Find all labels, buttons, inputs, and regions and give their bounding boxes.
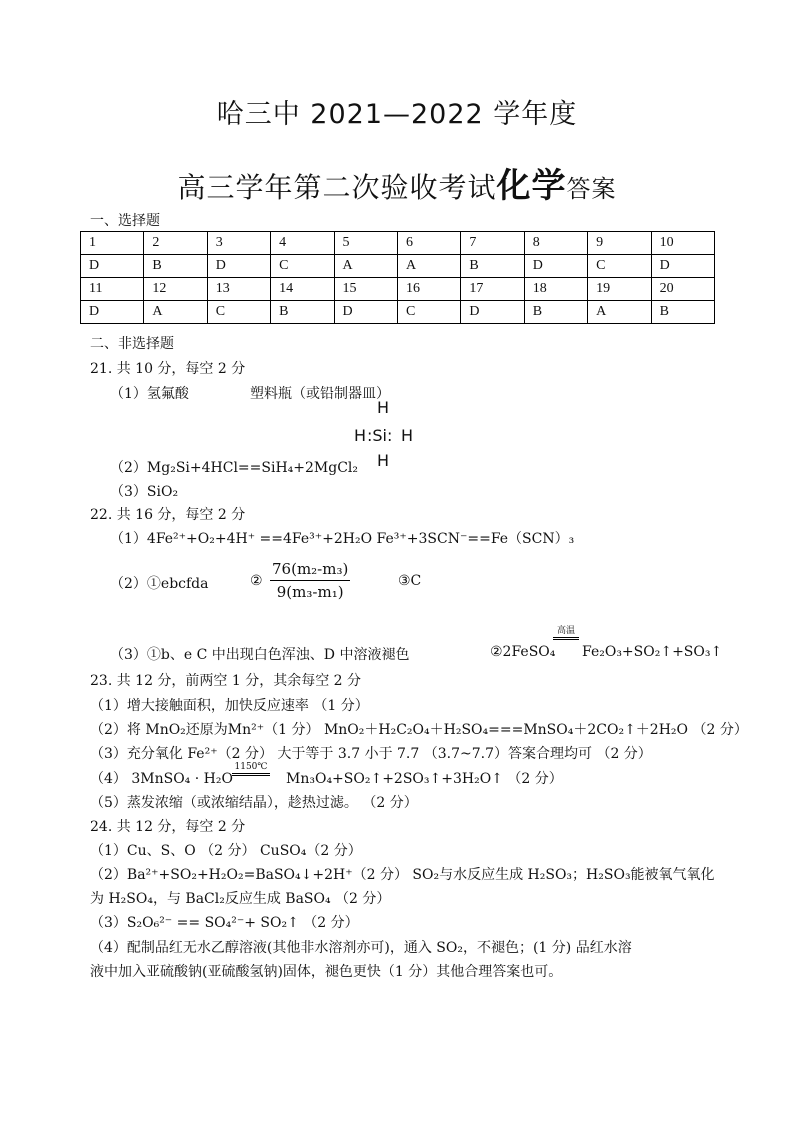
- q24-part2-answer-cont: 为 H₂SO₄，与 BaCl₂反应生成 BaSO₄ （2 分）: [90, 891, 391, 907]
- table-row: [81, 301, 715, 324]
- table-cell: A: [144, 301, 207, 324]
- q22-part2-answer-c: ③C: [398, 573, 422, 589]
- q23-part5-answer: （5）蒸发浓缩（或浓缩结晶），趁热过滤。 （2 分）: [90, 795, 418, 811]
- q24-part1-answer: （1）Cu、S、O （2 分） CuSO₄（2 分）: [90, 843, 362, 859]
- q23-part3-answer: （3）充分氧化 Fe²⁺（2 分） 大于等于 3.7 小于 7.7 （3.7~7.7）答案合理均可 （2 分）: [90, 746, 652, 762]
- table-row: [81, 255, 715, 278]
- table-cell: A: [588, 301, 651, 324]
- q23-part2-answer: （2）将 MnO₂还原为Mn²⁺（1 分） MnO₂＋H₂C₂O₄＋H₂SO₄===MnSO₄＋2CO₂↑＋2H₂O （2 分）: [90, 722, 748, 738]
- table-cell: 8: [524, 232, 587, 255]
- table-cell: 13: [207, 278, 270, 301]
- section-1-heading: 一、选择题: [90, 213, 160, 229]
- table-cell: 19: [588, 278, 651, 301]
- table-cell: 3: [207, 232, 270, 255]
- table-cell: 5: [334, 232, 397, 255]
- table-cell: 14: [271, 278, 334, 301]
- table-cell: 18: [524, 278, 587, 301]
- table-cell: D: [461, 301, 524, 324]
- table-cell: A: [334, 255, 397, 278]
- table-cell: 17: [461, 278, 524, 301]
- q24-heading: 24. 共 12 分，每空 2 分: [90, 819, 246, 835]
- q21-part3-answer: （3）SiO₂: [110, 484, 179, 500]
- q21-part2-answer: （2）Mg₂Si+4HCl==SiH₄+2MgCl₂: [110, 460, 359, 476]
- q24-part4-answer-cont: 液中加入亚硫酸钠(亚硫酸氢钠)固体，褪色更快（1 分）其他合理答案也可。: [90, 964, 563, 980]
- table-cell: 9: [588, 232, 651, 255]
- table-row: [81, 278, 715, 301]
- section-2-heading: 二、非选择题: [90, 336, 174, 352]
- q21-part1-answer: （1）氢氟酸: [110, 386, 189, 402]
- title-line-2: [0, 158, 794, 207]
- lewis-h-bottom: H: [377, 451, 390, 470]
- table-cell: 20: [651, 278, 714, 301]
- q24-part4-answer: （4）配制品红无水乙醇溶液(其他非水溶剂亦可)，通入 SO₂，不褪色；(1 分) 品红水溶: [90, 940, 632, 956]
- lewis-si: :Si:: [367, 426, 393, 445]
- q22-part3-answer-c: Fe₂O₃+SO₂↑+SO₃↑: [582, 644, 723, 660]
- table-cell: C: [207, 301, 270, 324]
- title-part-c: 答案: [566, 175, 617, 203]
- table-row: [81, 232, 715, 255]
- table-cell: B: [524, 301, 587, 324]
- q21-part1-answer-b: 塑料瓶（或铅制器皿）: [250, 386, 390, 402]
- q23-heading: 23. 共 12 分，前两空 1 分，其余每空 2 分: [90, 673, 362, 689]
- table-cell: D: [81, 255, 144, 278]
- table-cell: D: [651, 255, 714, 278]
- table-cell: 6: [397, 232, 460, 255]
- reaction-condition: 高温: [553, 627, 579, 640]
- q22-part2-answer: （2）①ebcfda: [110, 576, 209, 592]
- q21-heading: 21. 共 10 分，每空 2 分: [90, 361, 246, 377]
- mass-fraction: [270, 560, 350, 601]
- q22-heading: 22. 共 16 分，每空 2 分: [90, 507, 246, 523]
- table-cell: C: [271, 255, 334, 278]
- table-cell: 16: [397, 278, 460, 301]
- table-cell: A: [397, 255, 460, 278]
- table-cell: 2: [144, 232, 207, 255]
- q24-part3-answer: （3）S₂O₆²⁻ == SO₄²⁻+ SO₂↑ （2 分）: [90, 915, 359, 931]
- lewis-h-top: H: [377, 398, 390, 417]
- table-cell: C: [588, 255, 651, 278]
- answer-table: [80, 231, 715, 324]
- title-part-a: 高三学年第二次验收考试: [177, 171, 497, 204]
- q22-part3-answer-b: ②2FeSO₄: [490, 644, 556, 660]
- table-cell: D: [524, 255, 587, 278]
- table-cell: B: [271, 301, 334, 324]
- table-cell: 12: [144, 278, 207, 301]
- lewis-structure: [354, 398, 414, 468]
- q24-part2-answer: （2）Ba²⁺+SO₂+H₂O₂=BaSO₄↓+2H⁺（2 分） SO₂与水反应生成 H₂SO₃；H₂SO₃能被氧气氧化: [90, 867, 715, 883]
- q22-part3-answer: （3）①b、e C 中出现白色浑浊、D 中溶液褪色: [110, 647, 410, 663]
- reaction-condition: 1150℃: [232, 763, 270, 776]
- q23-part4-answer: （4） 3MnSO₄ · H₂O: [90, 771, 233, 787]
- table-cell: 4: [271, 232, 334, 255]
- fraction-denominator: 9(m₃-m₁): [276, 583, 344, 601]
- table-cell: B: [461, 255, 524, 278]
- table-cell: D: [334, 301, 397, 324]
- table-cell: 1: [81, 232, 144, 255]
- table-cell: C: [397, 301, 460, 324]
- table-cell: D: [81, 301, 144, 324]
- table-cell: D: [207, 255, 270, 278]
- lewis-h-left: H: [354, 426, 367, 445]
- table-cell: 11: [81, 278, 144, 301]
- table-cell: B: [144, 255, 207, 278]
- table-cell: B: [651, 301, 714, 324]
- table-cell: 7: [461, 232, 524, 255]
- fraction-numerator: 76(m₂-m₃): [270, 560, 350, 581]
- table-cell: 10: [651, 232, 714, 255]
- q23-part4-answer-b: Mn₃O₄+SO₂↑+2SO₃↑+3H₂O↑ （2 分）: [286, 771, 563, 787]
- q23-part1-answer: （1）增大接触面积，加快反应速率 （1 分）: [90, 698, 369, 714]
- title-part-b: 化学: [496, 166, 567, 206]
- q22-part1-answer: （1）4Fe²⁺+O₂+4H⁺ ==4Fe³⁺+2H₂O Fe³⁺+3SCN⁻==Fe（SCN）₃: [110, 531, 575, 547]
- lewis-h-right: H: [401, 426, 414, 445]
- q22-part2-circle: ②: [250, 573, 263, 589]
- table-cell: 15: [334, 278, 397, 301]
- title-line-1: 哈三中 2021—2022 学年度: [216, 99, 578, 130]
